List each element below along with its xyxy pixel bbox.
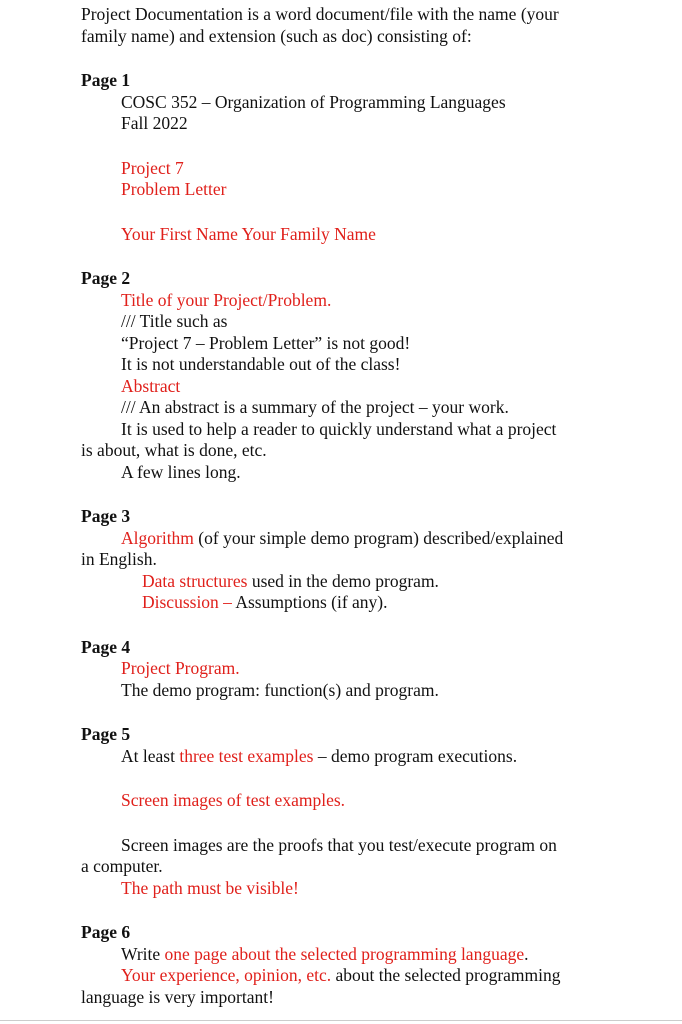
page-2-heading: Page 2: [81, 268, 131, 288]
algorithm-cont: in English.: [81, 549, 157, 569]
project-program-label: Project Program.: [121, 658, 240, 678]
project-title: Title of your Project/Problem.: [121, 289, 332, 310]
student-name: Your First Name Your Family Name: [121, 223, 376, 244]
intro-line-1: Project Documentation is a word document/file with the name (your: [81, 4, 559, 24]
experience-line: [81, 965, 621, 987]
algorithm-line: [81, 528, 621, 550]
path-visible: The path must be visible!: [121, 877, 299, 898]
discussion-label: Discussion –: [142, 592, 232, 612]
page-6-heading: Page 6: [81, 922, 131, 942]
test-examples-line: [81, 746, 621, 768]
discussion-line: [81, 592, 621, 614]
proof-line-a: Screen images are the proofs that you test/execute program on: [121, 834, 557, 855]
page-4-heading: Page 4: [81, 636, 131, 657]
term: Fall 2022: [121, 113, 188, 133]
page-3-heading: Page 3: [81, 506, 131, 526]
write-line: [81, 944, 621, 966]
experience-desc: about the selected programming: [331, 965, 561, 985]
algorithm-desc: (of your simple demo program) described/explained: [193, 527, 564, 548]
page-5-heading: Page 5: [81, 724, 131, 744]
write-dot: .: [524, 943, 529, 964]
one-page-text: one page about the selected programming language: [164, 943, 525, 964]
project-program-desc: The demo program: function(s) and program.: [121, 679, 439, 700]
executions-text: – demo program executions.: [313, 745, 518, 766]
title-note-2: “Project 7 – Problem Letter” is not good!: [121, 332, 411, 353]
write-text: Write: [121, 943, 165, 964]
proof-line-b: a computer.: [81, 856, 163, 876]
discussion-desc: Assumptions (if any).: [231, 592, 388, 612]
title-note-1: /// Title such as: [121, 311, 228, 331]
atleast-text: At least: [121, 745, 180, 766]
abstract-note-3: A few lines long.: [121, 461, 241, 482]
abstract-label: Abstract: [121, 375, 181, 396]
data-structures-label: Data structures: [142, 570, 248, 591]
data-structures-desc: used in the demo program.: [247, 570, 439, 591]
intro-line-2: family name) and extension (such as doc) consisting of:: [81, 25, 472, 46]
problem-name: Problem Letter: [121, 179, 227, 199]
project-number: Project 7: [121, 157, 184, 178]
abstract-note-2b: is about, what is done, etc.: [81, 440, 267, 460]
title-note-3: It is not understandable out of the class!: [121, 354, 401, 374]
algorithm-label: Algorithm: [121, 527, 194, 548]
page-1-heading: Page 1: [81, 70, 131, 90]
data-structures-line: [81, 571, 621, 593]
experience-label: Your experience, opinion, etc.: [121, 965, 332, 985]
document-body: [81, 4, 621, 1008]
screen-images-label: Screen images of test examples.: [121, 790, 346, 810]
three-test-examples: three test examples: [179, 745, 314, 766]
abstract-note-2a: It is used to help a reader to quickly understand what a project: [121, 418, 557, 439]
course-title: COSC 352 – Organization of Programming Languages: [121, 91, 506, 112]
experience-cont: language is very important!: [81, 986, 274, 1007]
page-bottom-divider: [0, 1020, 682, 1021]
abstract-note-1: /// An abstract is a summary of the project – your work.: [121, 397, 509, 417]
